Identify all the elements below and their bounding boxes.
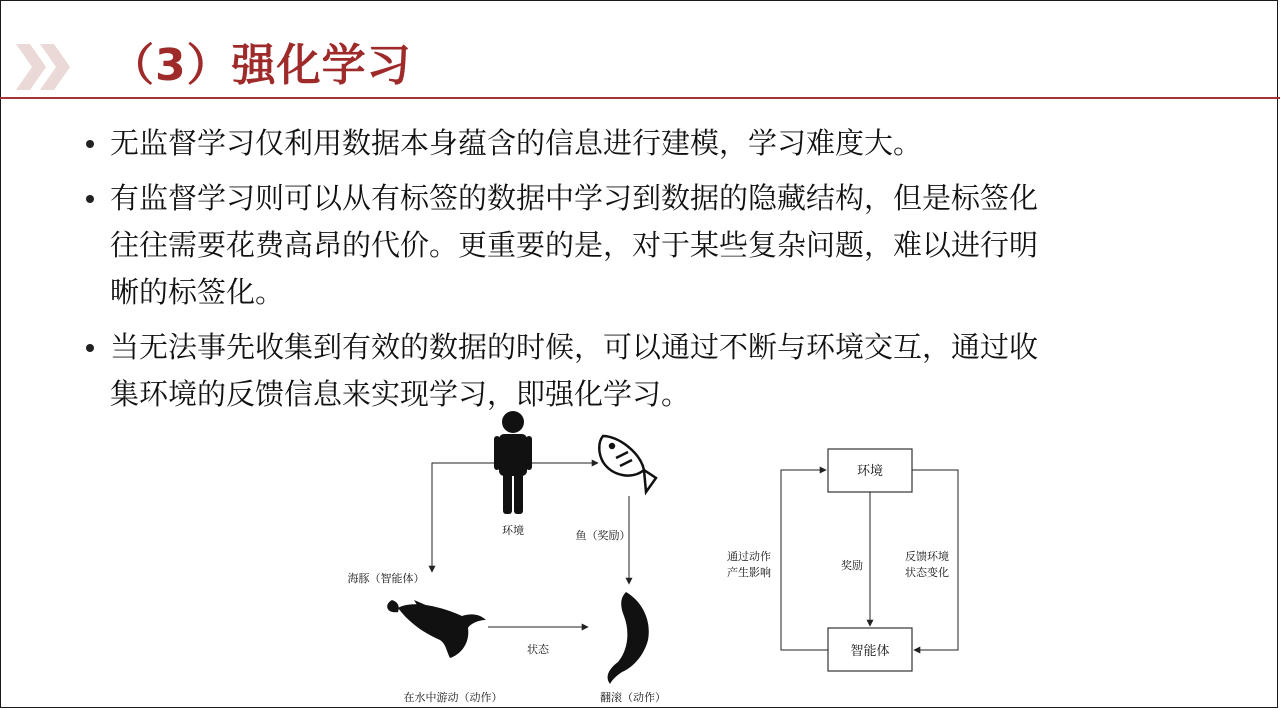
bullet-line: 无监督学习仅利用数据本身蕴含的信息进行建模，学习难度大。 — [110, 126, 923, 160]
action-label-line2: 产生影响 — [727, 566, 771, 579]
bullet-line: 集环境的反馈信息来实现学习，即强化学习。 — [110, 377, 691, 411]
state-label: 状态 — [527, 643, 549, 656]
feedback-label-line1: 反馈环境 — [905, 550, 949, 563]
roll-label: 翻滚（动作） — [600, 691, 666, 704]
person-label: 环境 — [502, 524, 524, 537]
bullet-line: 晰的标签化。 — [110, 275, 285, 309]
bullet-list — [82, 120, 1162, 426]
agent-label: 智能体 — [850, 644, 890, 659]
bullet-item — [82, 324, 1162, 418]
bullet-item — [82, 120, 1162, 167]
fish-icon — [599, 436, 656, 492]
bullet-dot — [86, 195, 94, 203]
title-divider — [0, 97, 1280, 99]
dolphin-label: 海豚（智能体） — [347, 572, 425, 585]
bullet-dot — [86, 140, 94, 148]
right-diagram — [720, 440, 970, 680]
left-diagram — [330, 405, 690, 707]
env-label: 环境 — [856, 464, 884, 479]
bullet-dot — [86, 344, 94, 352]
swim-label: 在水中游动（动作） — [403, 691, 503, 704]
bullet-line: 往往需要花费高昂的代价。更重要的是，对于某些复杂问题，难以进行明 — [110, 228, 1039, 262]
person-icon — [494, 411, 532, 514]
bullet-line: 有监督学习则可以从有标签的数据中学习到数据的隐藏结构，但是标签化 — [110, 181, 1039, 215]
reward-label: 奖励 — [841, 559, 863, 572]
action-label-line1: 通过动作 — [727, 550, 771, 563]
bullet-line: 当无法事先收集到有效的数据的时候，可以通过不断与环境交互，通过收 — [110, 330, 1039, 364]
fish-label: 鱼（奖励） — [575, 529, 631, 542]
page-title: （3）强化学习 — [110, 40, 412, 91]
chevrons-icon — [16, 44, 76, 90]
feedback-label-line2: 状态变化 — [905, 566, 949, 579]
dolphin-swimming-icon — [387, 600, 486, 658]
dolphin-jumping-icon — [608, 592, 649, 684]
bullet-item — [82, 175, 1162, 316]
